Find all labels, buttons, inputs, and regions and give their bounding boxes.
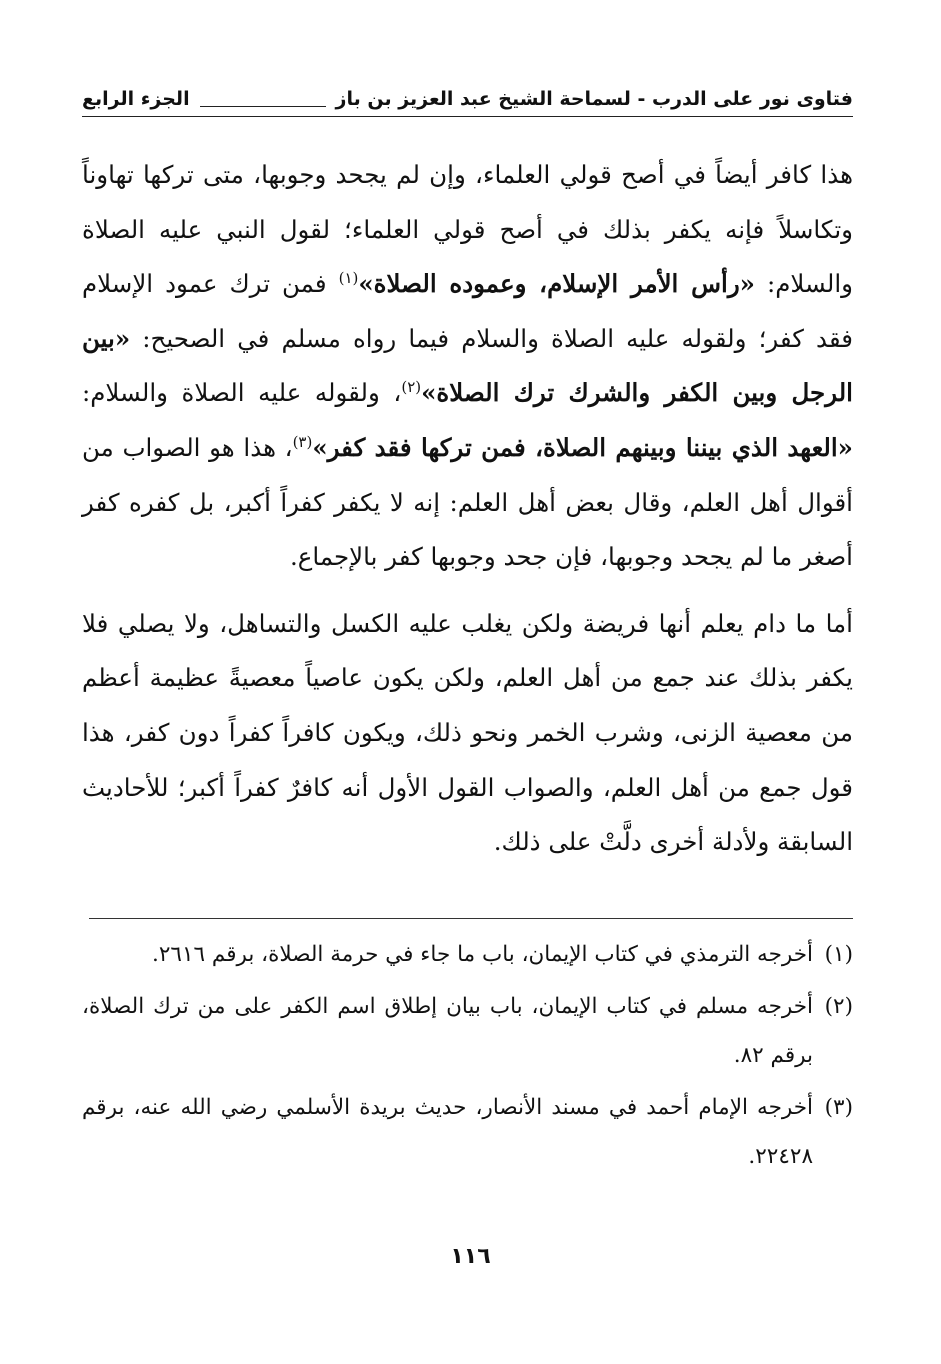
footnote-number: (٣) — [824, 1095, 853, 1120]
text-segment: فمن ترك عمود الإسلام فقد كفر؛ ولقوله عليه الصلاة والسلام فيما رواه مسلم في الصحيح: — [82, 269, 854, 353]
book-title: فتاوى نور على الدرب - لسماحة الشيخ عبد العزيز بن باز — [335, 88, 853, 110]
footnote-ref: (٢) — [401, 378, 422, 397]
page-number: ١١٦ — [450, 1244, 491, 1269]
footnote-number: (٢) — [824, 994, 853, 1019]
paragraph-2: أما ما دام يعلم أنها فريضة ولكن يغلب عليه الكسل والتساهل، ولا يصلي فلا يكفر بذلك عند جمع من أهل العلم، ولكن يكون عاصياً معصيةً عظيمة أعظم من معصية الزنى، وشرب الخمر ونحو ذلك، ويكون كافراً كفراً دون كفر، هذا قول جمع من أهل العلم، والصواب القول الأول أنه كافرٌ كفراً أكبر؛ للأحاديث السابقة ولأدلة أخرى دلَّتْ على ذلك. — [82, 608, 853, 857]
main-text — [82, 148, 853, 870]
footnote-ref: (١) — [338, 269, 359, 288]
footnote-ref: (٣) — [292, 432, 313, 451]
text-segment: ، هذا هو الصواب من أقوال أهل العلم، وقال بعض أهل العلم: إنه لا يكفر كفراً أكبر، بل كفره كفر أصغر ما لم يجحد وجوبها، فإن جحد وجوبها كفر بالإجماع. — [82, 432, 853, 572]
hadith-quote: «العهد الذي بيننا وبينهم الصلاة، فمن تركها فقد كفر» — [312, 432, 853, 462]
footnote-text: أخرجه الإمام أحمد في مسند الأنصار، حديث بريدة الأسلمي رضي الله عنه، برقم ٢٢٤٢٨. — [82, 1095, 813, 1169]
footnote-separator — [89, 918, 853, 919]
header-leader-line — [200, 92, 326, 107]
footnote-text: أخرجه الترمذي في كتاب الإيمان، باب ما جاء في حرمة الصلاة، برقم ٢٦١٦. — [152, 942, 813, 967]
footnote — [82, 930, 853, 979]
hadith-quote: «بين الرجل وبين الكفر والشرك ترك الصلاة» — [82, 323, 853, 408]
footnote — [82, 982, 853, 1080]
text-segment: ، ولقوله عليه الصلاة والسلام: — [82, 378, 402, 408]
hadith-quote: «رأس الأمر الإسلام، وعموده الصلاة» — [358, 269, 755, 299]
footnote-number: (١) — [824, 942, 853, 967]
volume-label: الجزء الرابع — [82, 88, 190, 110]
text-segment: هذا كافر أيضاً في أصح قولي العلماء، وإن لم يجحد وجوبها، متى تركها تهاوناً وتكاسلاً فإنه يكفر بذلك في أصح قولي العلماء؛ لقول النبي عليه الصلاة والسلام: — [82, 160, 854, 299]
footnote — [82, 1083, 853, 1181]
footnotes — [82, 930, 853, 1184]
paragraph-1 — [82, 148, 853, 585]
footnote-text: أخرجه مسلم في كتاب الإيمان، باب بيان إطلاق اسم الكفر على من ترك الصلاة، برقم ٨٢. — [82, 994, 813, 1068]
running-header — [82, 82, 853, 117]
